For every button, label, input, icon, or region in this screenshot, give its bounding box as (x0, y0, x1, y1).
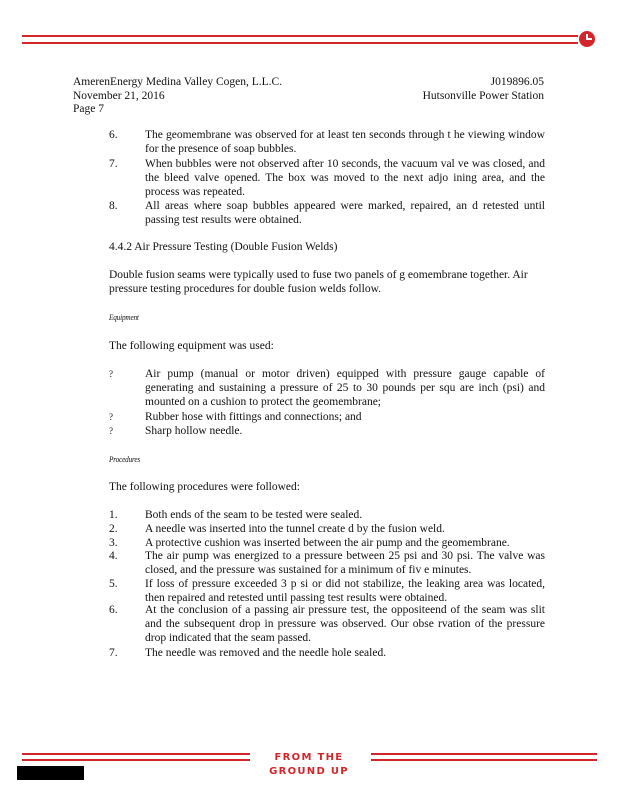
list-text: The geomembrane was observed for at least ten seconds through t he viewing window for the presence of soap bubbles. (145, 129, 545, 155)
list-text: At the conclusion of a passing air pressure test, the oppositeend of the seam was slit and the subsequent drop in pressure was observed. Our obse rvation of the pressure drop indicated that the seam passed. (145, 604, 545, 644)
document-date: November 21, 2016 (73, 90, 165, 102)
header-line-1 (73, 75, 544, 89)
equipment-lead: The following equipment was used: (109, 340, 274, 352)
footer-tagline: FROM THE GROUND UP (269, 752, 349, 777)
redaction-block (17, 766, 84, 780)
equipment-subheading: Equipment (109, 312, 139, 322)
station-name: Hutsonville Power Station (422, 90, 544, 102)
list-item (109, 157, 545, 199)
bullet-item (109, 424, 545, 438)
list-text: A protective cushion was inserted between the air pump and the geomembrane. (145, 537, 510, 549)
list-number: 7. (109, 647, 118, 659)
list-text: The air pump was energized to a pressure between 25 psi and 30 psi. The valve was closed, and the pressure was sustained for a minimum of fiv e minutes. (145, 550, 545, 576)
list-item (109, 603, 545, 645)
footer-rule-right-bottom (371, 759, 597, 761)
header-rule-bottom (22, 42, 578, 44)
bullet-text: Rubber hose with fittings and connections; and (145, 411, 362, 423)
list-item (109, 536, 545, 550)
list-text: All areas where soap bubbles appeared were marked, repaired, an d retested until passing test results were obtained. (145, 200, 545, 226)
company-name: AmerenEnergy Medina Valley Cogen, L.L.C. (73, 76, 283, 88)
list-number: 4. (109, 550, 118, 562)
list-text: When bubbles were not observed after 10 seconds, the vacuum val ve was closed, and the bleed valve opened. The box was moved to the next adjo ining area, and the process was repeated. (145, 158, 545, 198)
header-line-2 (73, 89, 544, 103)
procedures-subheading: Procedures (109, 454, 141, 464)
list-item (109, 199, 545, 227)
list-item (109, 577, 545, 605)
bullet-text: Air pump (manual or motor driven) equipped with pressure gauge capable of generating and sustaining a pressure of 25 to 30 pounds per squ are inch (psi) and mounted on a cushion to protect the geomembrane; (145, 368, 545, 408)
list-number: 6. (109, 604, 118, 616)
list-item (109, 508, 545, 522)
list-number: 1. (109, 509, 118, 521)
bullet-glyph: ? (109, 412, 113, 422)
footer-rule-left-top (22, 753, 250, 755)
footer-rule-right-top (371, 753, 597, 755)
list-number: 2. (109, 523, 118, 535)
list-text: A needle was inserted into the tunnel create d by the fusion weld. (145, 523, 445, 535)
list-item (109, 549, 545, 577)
intro-paragraph: Double fusion seams were typically used to fuse two panels of g eomembrane together. Air pressure testing procedures for double fusion welds follow. (109, 269, 528, 295)
list-text: Both ends of the seam to be tested were sealed. (145, 509, 363, 521)
footer-rule-left-bottom (22, 759, 250, 761)
bullet-text: Sharp hollow needle. (145, 425, 243, 437)
bullet-item (109, 367, 545, 409)
list-number: 8. (109, 200, 118, 212)
bullet-glyph: ? (109, 426, 113, 436)
list-number: 6. (109, 129, 118, 141)
document-number: J019896.05 (490, 76, 544, 88)
page-number: Page 7 (73, 103, 104, 115)
bullet-glyph: ? (109, 369, 113, 379)
header-rule-top (22, 35, 578, 37)
list-number: 5. (109, 578, 118, 590)
brand-logo-icon (579, 31, 595, 47)
list-item (109, 128, 545, 156)
list-item (109, 522, 545, 536)
list-number: 3. (109, 537, 118, 549)
list-number: 7. (109, 158, 118, 170)
list-text: If loss of pressure exceeded 3 p si or did not stabilize, the leaking area was located, then repaired and retested until passing test results were obtained. (145, 578, 545, 604)
list-item (109, 646, 545, 660)
bullet-item (109, 410, 545, 424)
procedures-lead: The following procedures were followed: (109, 481, 300, 493)
section-heading: 4.4.2 Air Pressure Testing (Double Fusion Welds) (109, 241, 338, 253)
list-text: The needle was removed and the needle hole sealed. (145, 647, 387, 659)
